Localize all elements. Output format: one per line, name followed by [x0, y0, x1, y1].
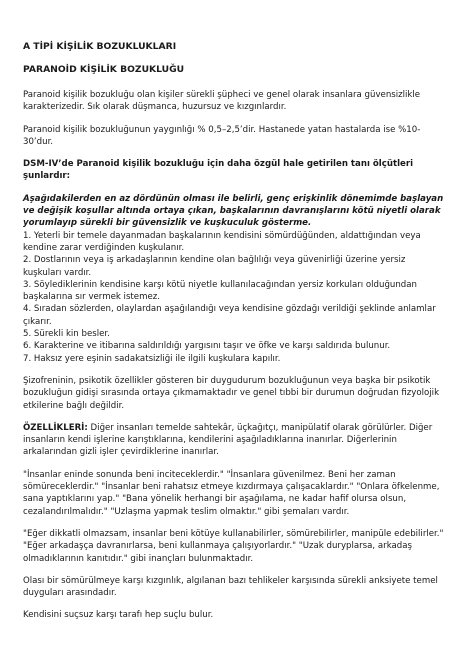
emotions-paragraph: Olası bir sömürülmeye karşı kızgınlık, algılanan bazı tehlikeler karşısında sürekli anksiyete temel duyguları arasındadır.	[23, 575, 438, 599]
criteria-item-4: 4. Sıradan sözlerden, olaylardan aşağılandığı veya kendisine gözdağı verildiği şeklinde anlamlar çıkarır.	[23, 304, 436, 327]
criteria-list	[23, 230, 446, 365]
criteria-item-7: 7. Haksız yere eşinin sadakatsizliği ile ilgili kuşkulara kapılır.	[23, 353, 281, 364]
intro-paragraph-2: Paranoid kişilik bozukluğunun yaygınlığı % 0,5–2,5’dir. Hastanede yatan hastalarda ise %10-30’dur.	[23, 124, 421, 147]
criteria-heading: DSM-IV’de Paranoid kişilik bozukluğu için daha özgül hale getirilen tanı ölçütleri şunlardır:	[23, 159, 414, 182]
belief-quotes-paragraph: "Eğer dikkatli olmazsam, insanlar beni kötüye kullanabilirler, sömürebilirler, manipüle edebilirler." "Eğer arkadaşça davranırlarsa, beni kullanmaya çalışıyorlardır." "Uzak durурlarsa, arkadaş olmadıklarının kanıtıdır." gibi inançları bulunmaktadır.	[23, 528, 444, 564]
criteria-item-2: 2. Dostlarının veya iş arkadaşlarının kendine olan bağlılığı veya güvenirliği üzerine yersiz kuşkuları vardır.	[23, 255, 406, 278]
closing-paragraph: Kendisini suçsuz karşı tarafı hep suçlu bulur.	[23, 610, 214, 621]
schema-quotes-paragraph: "İnsanlar eninde sonunda beni inciteceklerdir." "İnsanlara güvenilmez. Beni her zaman sömüreceklerdir." "İnsanlar beni rahatsız etmeye kızdırmaya çalışacaklardır." "Onlara öfkelenme, sana yaptıklarını yap." "Bana yönelik herhangi bir aşağılama, ne kadar hafif olursa olsun, cezalandırılmalıdır." "Uzlaşma yapmak teslim olmaktır." gibi şemaları vardır.	[23, 469, 440, 517]
features-text: Diğer insanları temelde sahtekâr, üçkağıtçı, manipülatif olarak görülürler. Diğer insanların kendi işlerine karıştıklarına, kendilerini aşağıladıklarına inanırlar. Diğerlerinin arkalarından gizli işler çevirdiklerine inanırlar.	[23, 422, 433, 458]
criteria-item-6: 6. Karakterine ve itibarına saldırıldığı yargısını taşır ve öfke ve karşı saldırıda bulunur.	[23, 341, 391, 352]
document-title: A TİPİ KİŞİLİK BOZUKLUKLARI	[23, 41, 177, 52]
criteria-item-3: 3. Söylediklerinin kendisine karşı kötü niyetle kullanılacağından yersiz korkuları olduğundan başkalarına sır vermek istemez.	[23, 279, 417, 303]
criteria-item-1: 1. Yeterli bir temele dayanmadan başkalarının kendisini sömürdüğünden, aldattığından veya kendine zarar verdiğinden kuşkulanır.	[23, 230, 421, 253]
intro-paragraph-1: Paranoid kişilik bozukluğu olan kişiler sürekli şüpheci ve genel olarak insanlara güvensizlikle karakterizedir. Sık olarak düşmanca, huzursuz ve kızgınlardır.	[23, 90, 421, 113]
criteria-intro: Aşağıdakilerden en az dördünün olması ile belirli, genç erişkinlik dönemimde başlayan ve değişik koşullar altında ortaya çıkan, başkalarının davranışlarını kötü niyetli olarak yorumlayıp sürekli bir güvensizlik ve kuşkuculuk gösterme.	[23, 193, 444, 229]
schizophrenia-paragraph: Şizofreninin, psikotik özellikler gösteren bir duygudurum bozukluğunun veya başka bir psikotik bozukluğun gidişi sırasında ortaya çıkmamaktadır ve genel tıbbi bir durumun doğrudan fizyolojik etkilerine bağlı değildir.	[23, 375, 440, 411]
section-title: PARANOİD KİŞİLİK BOZUKLUĞU	[23, 64, 185, 75]
features-label: ÖZELLİKLERİ:	[23, 422, 88, 433]
features-paragraph	[23, 422, 446, 459]
criteria-item-5: 5. Sürekli kin besler.	[23, 329, 110, 340]
